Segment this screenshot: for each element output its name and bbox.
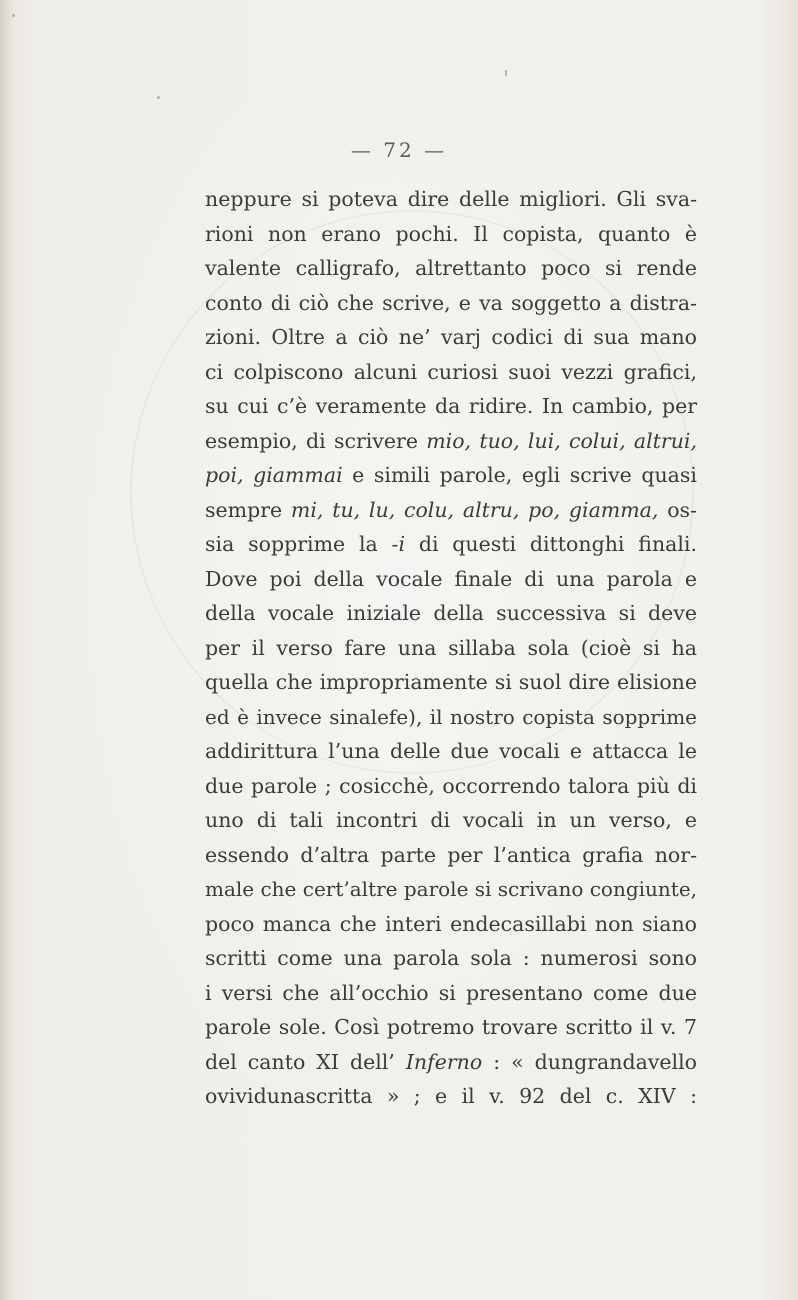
text-line: zioni. Oltre a ciò ne’ varj codici di sua mano [205,325,697,349]
text-line: sempre mi, tu, lu, colu, altru, po, giamma, os- [205,497,697,522]
text-line: poi, giammai e simili parole, egli scrive quasi [205,463,697,487]
italic-term: i [398,532,406,556]
text-line: i versi che all’occhio si presentano come due [205,980,697,1005]
text-line: valente calligrafo, altrettanto poco si rende [205,256,697,280]
page-number: — 72 — [350,138,448,162]
text-line: uno di tali incontri di vocali in un verso, e [205,808,697,832]
text-line: essendo d’altra parte per l’antica grafia nor- [205,842,697,867]
italic-term: mi, tu, lu, colu, altru, po, giamma, [290,497,659,522]
paper-speck [157,96,160,99]
text-line: esempio, di scrivere mio, tuo, lui, colui, altrui, [205,428,697,453]
paper-speck [505,70,507,76]
text-line: conto di ciò che scrive, e va soggetto a distra- [205,290,697,315]
text-line: addirittura l’una delle due vocali e attacca le [205,739,697,763]
text-line: della vocale iniziale della successiva si deve [205,601,697,625]
page-edge-shadow [0,0,14,1300]
text-line: ovividunascritta » ; e il v. 92 del c. XIV : [205,1084,697,1108]
text-line: due parole ; cosicchè, occorrendo talora più di [205,773,697,798]
text-line: quella che impropriamente si suol dire elisione [205,670,697,694]
text-line: parole sole. Così potremo trovare scritto il v. 7 [205,1015,697,1039]
text-line: sia sopprime la -i di questi dittonghi finali. [205,532,697,556]
italic-term: mio, tuo, lui, colui, altrui, [426,428,697,453]
text-line: scritti come una parola sola : numerosi sono [205,946,697,970]
text-line: male che cert’altre parole si scrivano congiunte, [205,877,698,901]
paper-speck [12,14,15,17]
italic-term: poi, giammai [205,463,343,487]
text-line: del canto XI dell’ Inferno : « dungrandavello [205,1049,697,1074]
text-line: ed è invece sinalefe), il nostro copista sopprime [205,704,697,729]
text-line: Dove poi della vocale finale di una parola e [205,566,697,591]
body-text [205,182,697,1114]
text-line: poco manca che interi endecasillabi non siano [205,911,697,936]
text-line: ci colpiscono alcuni curiosi suoi vezzi grafici, [205,359,697,384]
italic-term: Inferno [405,1049,483,1074]
text-line: per il verso fare una sillaba sola (cioè si ha [205,635,697,660]
text-line: su cui c’è veramente da ridire. In cambio, per [205,394,697,418]
text-line: neppure si poteva dire delle migliori. Gli sva- [205,187,697,211]
text-line: rioni non erano pochi. Il copista, quanto è [205,221,697,246]
